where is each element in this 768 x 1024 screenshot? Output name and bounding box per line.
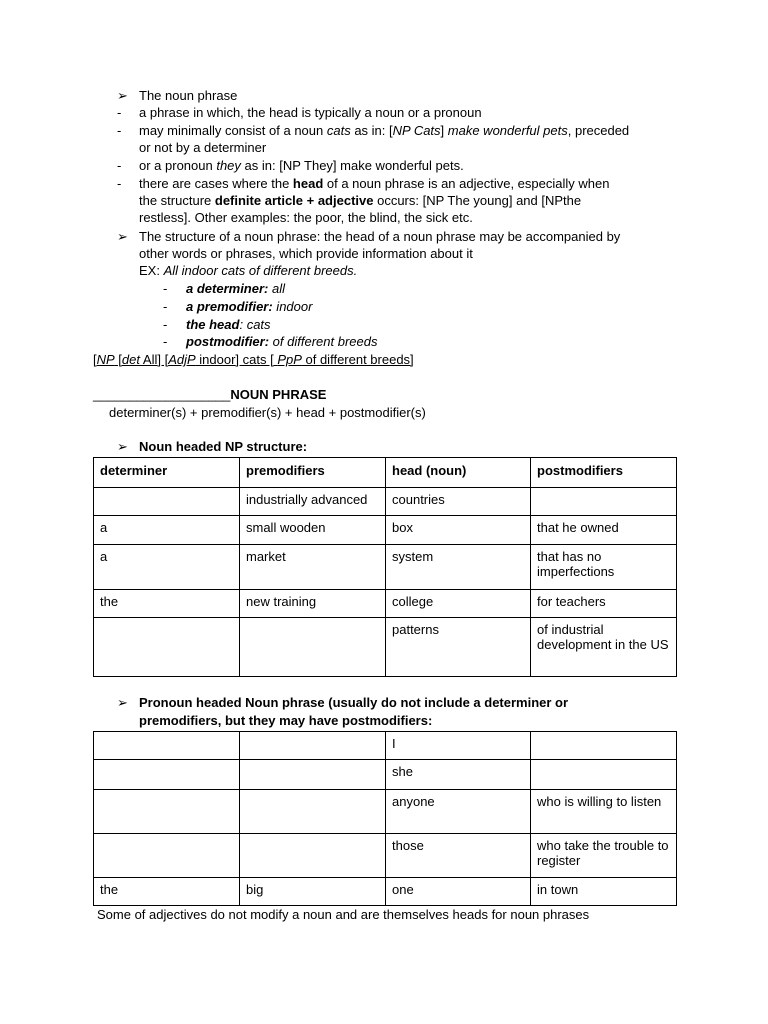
table-row <box>94 790 677 834</box>
table-row <box>94 488 677 516</box>
table-cell: system <box>386 545 531 590</box>
table-cell: small wooden <box>240 516 386 545</box>
table-cell: new training <box>240 590 386 618</box>
dash-bullet: - <box>117 176 122 191</box>
table-cell: college <box>386 590 531 618</box>
intro-title: The noun phrase <box>139 88 238 103</box>
dash-bullet: - <box>163 281 168 296</box>
example-item-premodifier: - a premodifier: indoor <box>163 299 313 314</box>
table-row <box>94 760 677 790</box>
example-item-determiner: - a determiner: all <box>163 281 285 296</box>
dash-bullet: - <box>117 158 122 173</box>
table-cell: box <box>386 516 531 545</box>
table-cell: countries <box>386 488 531 516</box>
definition-2-cont: or not by a determiner <box>139 140 267 155</box>
arrow-bullet-icon: ➢ <box>117 695 128 710</box>
table-cell <box>94 618 240 677</box>
table-cell <box>531 488 677 516</box>
bullet-title <box>117 87 237 104</box>
example-item-head: - the head: cats <box>163 317 271 332</box>
table-cell <box>240 760 386 790</box>
definition-3: - or a pronoun they as in: [NP They] make wonderful pets. <box>117 158 464 173</box>
table-cell <box>240 618 386 677</box>
dash-bullet: - <box>163 299 168 314</box>
table-row <box>94 878 677 906</box>
dash-bullet: - <box>163 334 168 349</box>
example-item-postmodifier: - postmodifier: of different breeds <box>163 334 378 349</box>
table-cell: she <box>386 760 531 790</box>
footer-note: Some of adjectives do not modify a noun and are themselves heads for noun phrases <box>97 907 590 922</box>
formula: determiner(s) + premodifier(s) + head + postmodifier(s) <box>109 405 426 420</box>
table-row <box>94 834 677 878</box>
table-cell: the <box>94 878 240 906</box>
table-row <box>94 516 677 545</box>
table-cell: a <box>94 545 240 590</box>
table-row <box>94 732 677 760</box>
table-cell <box>94 834 240 878</box>
noun-phrase-heading: ___________________NOUN PHRASE <box>93 387 327 402</box>
table-cell: anyone <box>386 790 531 834</box>
table-cell: in town <box>531 878 677 906</box>
table-cell <box>240 732 386 760</box>
noun-table-heading: ➢ Noun headed NP structure: <box>117 439 308 454</box>
table-cell <box>94 732 240 760</box>
header-premodifiers: premodifiers <box>240 458 386 488</box>
structure-bullet: ➢ The structure of a noun phrase: the head of a noun phrase may be accompanied by <box>117 229 621 244</box>
noun-headed-table <box>93 457 677 677</box>
table-cell: a <box>94 516 240 545</box>
header-postmodifiers: postmodifiers <box>531 458 677 488</box>
table-cell <box>94 790 240 834</box>
pronoun-headed-table <box>93 731 677 906</box>
table-cell <box>240 834 386 878</box>
table-cell: who is willing to listen <box>531 790 677 834</box>
pronoun-table-heading-cont: premodifiers, but they may have postmodifiers: <box>139 713 433 728</box>
table-cell: the <box>94 590 240 618</box>
table-cell: I <box>386 732 531 760</box>
table-cell: one <box>386 878 531 906</box>
table-cell: that has no imperfections <box>531 545 677 590</box>
arrow-bullet-icon: ➢ <box>117 439 128 454</box>
table-cell: of industrial development in the US <box>531 618 677 677</box>
table-cell: industrially advanced <box>240 488 386 516</box>
table-cell: for teachers <box>531 590 677 618</box>
table-row <box>94 545 677 590</box>
table-cell <box>531 732 677 760</box>
definition-4-cont: the structure definite article + adjective occurs: [NP The young] and [NPthe <box>139 193 582 208</box>
arrow-bullet-icon: ➢ <box>117 88 128 103</box>
table-row <box>94 590 677 618</box>
table-row <box>94 618 677 677</box>
dash-bullet: - <box>117 123 122 138</box>
dash-bullet: - <box>117 105 122 120</box>
header-determiner: determiner <box>94 458 240 488</box>
table-cell <box>531 760 677 790</box>
table-cell: patterns <box>386 618 531 677</box>
table-cell <box>94 760 240 790</box>
header-head: head (noun) <box>386 458 531 488</box>
table-cell: who take the trouble to register <box>531 834 677 878</box>
bracketed-analysis: [NP [det All] [AdjP indoor] cats [ PpP of different breeds] <box>93 352 414 367</box>
structure-cont: other words or phrases, which provide information about it <box>139 246 473 261</box>
dash-bullet: - <box>163 317 168 332</box>
definition-4-cont2: restless]. Other examples: the poor, the blind, the sick etc. <box>139 210 473 225</box>
table-cell: that he owned <box>531 516 677 545</box>
arrow-bullet-icon: ➢ <box>117 229 128 244</box>
example-line: EX: All indoor cats of different breeds. <box>139 263 358 278</box>
table-cell <box>240 790 386 834</box>
pronoun-table-heading: ➢ Pronoun headed Noun phrase (usually do not include a determiner or <box>117 695 569 710</box>
table-header-row <box>94 458 677 488</box>
table-cell: those <box>386 834 531 878</box>
definition-4: - there are cases where the head of a noun phrase is an adjective, especially when <box>117 176 610 191</box>
definition-1: - a phrase in which, the head is typically a noun or a pronoun <box>117 105 482 120</box>
table-cell: market <box>240 545 386 590</box>
table-cell: big <box>240 878 386 906</box>
table-cell <box>94 488 240 516</box>
definition-2: - may minimally consist of a noun cats as in: [NP Cats] make wonderful pets, preceded <box>117 123 630 138</box>
